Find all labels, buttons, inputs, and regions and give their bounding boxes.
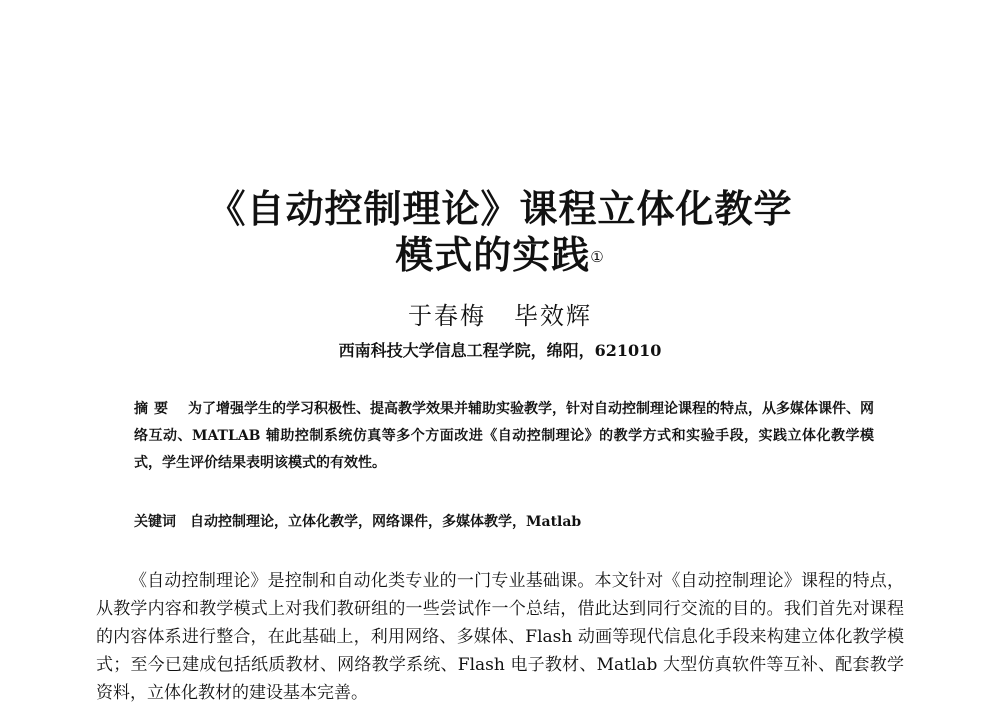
title-line-2 — [0, 232, 1000, 278]
abstract — [134, 396, 874, 477]
author-name: 毕效辉 — [514, 302, 592, 330]
keywords-label: 关键词 — [134, 514, 176, 530]
abstract-text: 为了增强学生的学习积极性、提高教学效果并辅助实验教学，针对自动控制理论课程的特点，从多媒体课件、网络互动、MATLAB 辅助控制系统仿真等多个方面改进《自动控制理论》的教学方式和实验手段，实践立体化教学模式，学生评价结果表明该模式的有效性。 — [134, 401, 874, 471]
keywords — [134, 509, 874, 536]
title-line-1: 《自动控制理论》课程立体化教学 — [207, 187, 793, 231]
body-text — [96, 567, 904, 707]
author-name: 于春梅 — [408, 302, 486, 330]
keywords-text: 自动控制理论，立体化教学，网络课件，多媒体教学，Matlab — [190, 514, 582, 530]
author-list — [0, 296, 1000, 331]
body-paragraph: 《自动控制理论》是控制和自动化类专业的一门专业基础课。本文针对《自动控制理论》课程的特点，从教学内容和教学模式上对我们教研组的一些尝试作一个总结，借此达到同行交流的目的。我们首先对课程的内容体系进行整合，在此基础上，利用网络、多媒体、Flash 动画等现代信息化手段来构建立体化教学模式；至今已建成包括纸质教材、网络教学系统、Flash 电子教材、Matlab 大型仿真软件等互补、配套教学资料，立体化教材的建设基本完善。 — [96, 571, 904, 703]
title-line-2-text: 模式的实践 — [395, 233, 591, 277]
affiliation: 西南科技大学信息工程学院，绵阳，621010 — [338, 341, 662, 360]
footnote-mark[interactable]: ① — [590, 248, 605, 266]
abstract-label: 摘要 — [134, 401, 174, 417]
paper-title — [0, 186, 1000, 278]
